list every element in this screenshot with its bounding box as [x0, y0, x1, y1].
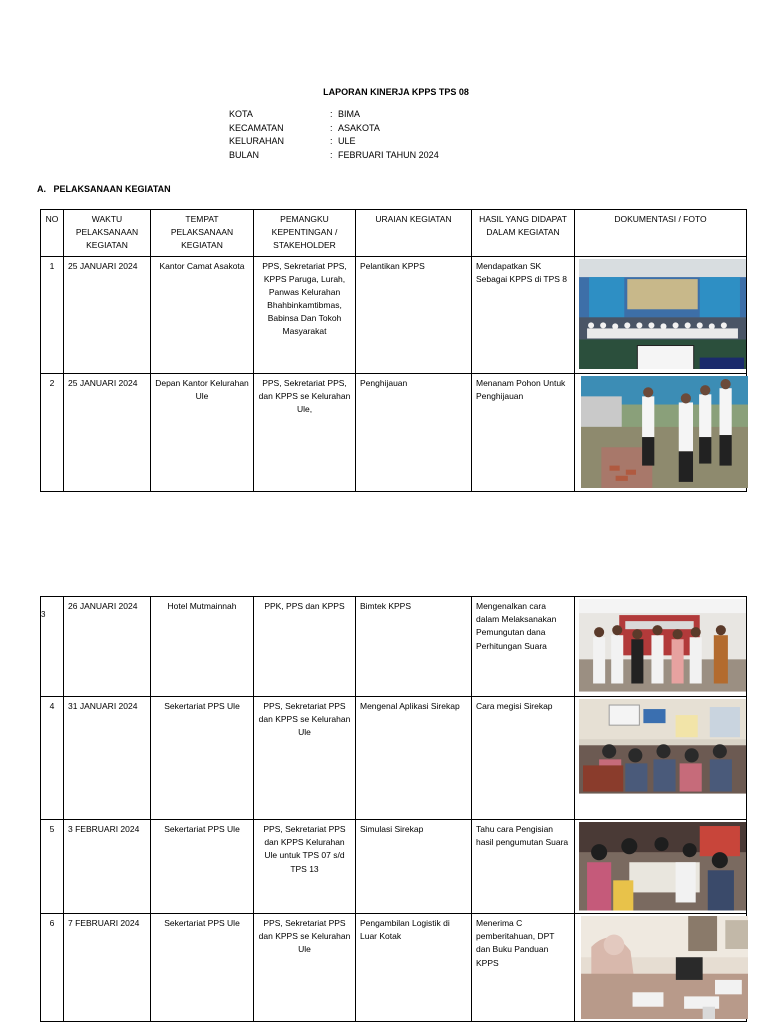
- meta-row-kota: KOTA : BIMA: [229, 108, 439, 122]
- sirekap-room-photo: [579, 699, 746, 794]
- cell-tempat: Sekertariat PPS Ule: [151, 820, 254, 914]
- meta-value: BIMA: [338, 109, 361, 119]
- cell-photo: [575, 373, 747, 491]
- cell-no: 1: [41, 256, 64, 373]
- report-meta: [229, 108, 439, 162]
- cell-photo: [575, 256, 747, 373]
- simulation-photo: [579, 822, 746, 911]
- meta-value: ULE: [338, 136, 356, 146]
- table-row: [41, 914, 747, 1022]
- activity-table: [40, 209, 747, 492]
- cell-hasil: Menanam Pohon Untuk Penghijauan: [472, 373, 575, 491]
- meta-label: KOTA: [229, 109, 253, 119]
- tree-planting-photo: [581, 376, 748, 488]
- cell-photo: [575, 820, 747, 914]
- table-row: [41, 373, 747, 491]
- header-tempat: TEMPAT PELAKSANAAN KEGIATAN: [151, 210, 254, 257]
- cell-pemangku: PPS, Sekretariat PPS dan KPPS se Kelurahan Ule: [254, 914, 356, 1022]
- meta-label: BULAN: [229, 149, 260, 160]
- cell-uraian: Simulasi Sirekap: [356, 820, 472, 914]
- cell-pemangku: PPS, Sekretariat PPS dan KPPS se Kelurahan Ule: [254, 697, 356, 820]
- cell-no: 4: [41, 697, 64, 820]
- meta-value: ASAKOTA: [338, 122, 380, 133]
- table-row: [41, 597, 747, 697]
- cell-photo: [575, 914, 747, 1022]
- table-row: [41, 256, 747, 373]
- header-hasil: HASIL YANG DIDAPAT DALAM KEGIATAN: [472, 210, 575, 257]
- cell-uraian: Pelantikan KPPS: [356, 256, 472, 373]
- cell-hasil: Menerima C pemberitahuan, DPT dan Buku Panduan KPPS: [472, 914, 575, 1022]
- cell-waktu: 25 JANUARI 2024: [64, 256, 151, 373]
- report-title: LAPORAN KINERJA KPPS TPS 08: [323, 87, 469, 97]
- cell-uraian: Mengenal Aplikasi Sirekap: [356, 697, 472, 820]
- meta-row-kecamatan: KECAMATAN : ASAKOTA: [229, 122, 439, 136]
- cell-pemangku: PPS, Sekretariat PPS, dan KPPS se Kelurahan Ule,: [254, 373, 356, 491]
- cell-hasil: Mengenalkan cara dalam Melaksanakan Pemungutan dana Perhitungan Suara: [472, 597, 575, 697]
- activity-table-continued: [40, 596, 747, 1022]
- cell-no-text: 3: [41, 610, 46, 619]
- cell-tempat: Depan Kantor Kelurahan Ule: [151, 373, 254, 491]
- meta-row-kelurahan: KELURAHAN : ULE: [229, 135, 439, 149]
- header-pemangku: PEMANGKU KEPENTINGAN / STAKEHOLDER: [254, 210, 356, 257]
- meta-row-bulan: BULAN : FEBRUARI TAHUN 2024: [229, 149, 439, 163]
- cell-hasil: Cara megisi Sirekap: [472, 697, 575, 820]
- table-row: [41, 697, 747, 820]
- cell-hasil: Mendapatkan SK Sebagai KPPS di TPS 8: [472, 256, 575, 373]
- cell-no: 5: [41, 820, 64, 914]
- cell-uraian: Pengambilan Logistik di Luar Kotak: [356, 914, 472, 1022]
- table-row: [41, 820, 747, 914]
- cell-waktu: 31 JANUARI 2024: [64, 697, 151, 820]
- cell-photo: [575, 597, 747, 697]
- header-uraian: URAIAN KEGIATAN: [356, 210, 472, 257]
- meta-label: KECAMATAN: [229, 122, 284, 133]
- hall-ceremony-photo: [579, 259, 746, 370]
- cell-no: [41, 597, 64, 697]
- meta-value: FEBRUARI TAHUN 2024: [338, 149, 439, 160]
- cell-no: 6: [41, 914, 64, 1022]
- cell-waktu: 25 JANUARI 2024: [64, 373, 151, 491]
- header-waktu: WAKTU PELAKSANAAN KEGIATAN: [64, 210, 151, 257]
- section-heading: A. PELAKSANAAN KEGIATAN: [37, 184, 171, 194]
- meta-label: KELURAHAN: [229, 136, 285, 146]
- cell-pemangku: PPS, Sekretariat PPS dan KPPS Kelurahan Ule untuk TPS 07 s/d TPS 13: [254, 820, 356, 914]
- cell-waktu: 7 FEBRUARI 2024: [64, 914, 151, 1022]
- cell-no: 2: [41, 373, 64, 491]
- cell-pemangku: PPK, PPS dan KPPS: [254, 597, 356, 697]
- cell-hasil: Tahu cara Pengisian hasil pengumutan Suara: [472, 820, 575, 914]
- cell-tempat: Kantor Camat Asakota: [151, 256, 254, 373]
- cell-uraian: Penghijauan: [356, 373, 472, 491]
- cell-tempat: Sekertariat PPS Ule: [151, 914, 254, 1022]
- bimtek-group-photo: [579, 599, 746, 692]
- logistics-photo: [581, 916, 748, 1019]
- table-header-row: [41, 210, 747, 257]
- cell-uraian: Bimtek KPPS: [356, 597, 472, 697]
- cell-tempat: Hotel Mutmainnah: [151, 597, 254, 697]
- header-dokumentasi: DOKUMENTASI / FOTO: [575, 210, 747, 257]
- cell-pemangku: PPS, Sekretariat PPS, KPPS Paruga, Lurah, Panwas Kelurahan Bhahbinkamtibmas, Babinsa Dan Tokoh Masyarakat: [254, 256, 356, 373]
- header-no: NO: [41, 210, 64, 257]
- cell-tempat: Sekertariat PPS Ule: [151, 697, 254, 820]
- cell-waktu: 26 JANUARI 2024: [64, 597, 151, 697]
- cell-photo: [575, 697, 747, 820]
- cell-waktu: 3 FEBRUARI 2024: [64, 820, 151, 914]
